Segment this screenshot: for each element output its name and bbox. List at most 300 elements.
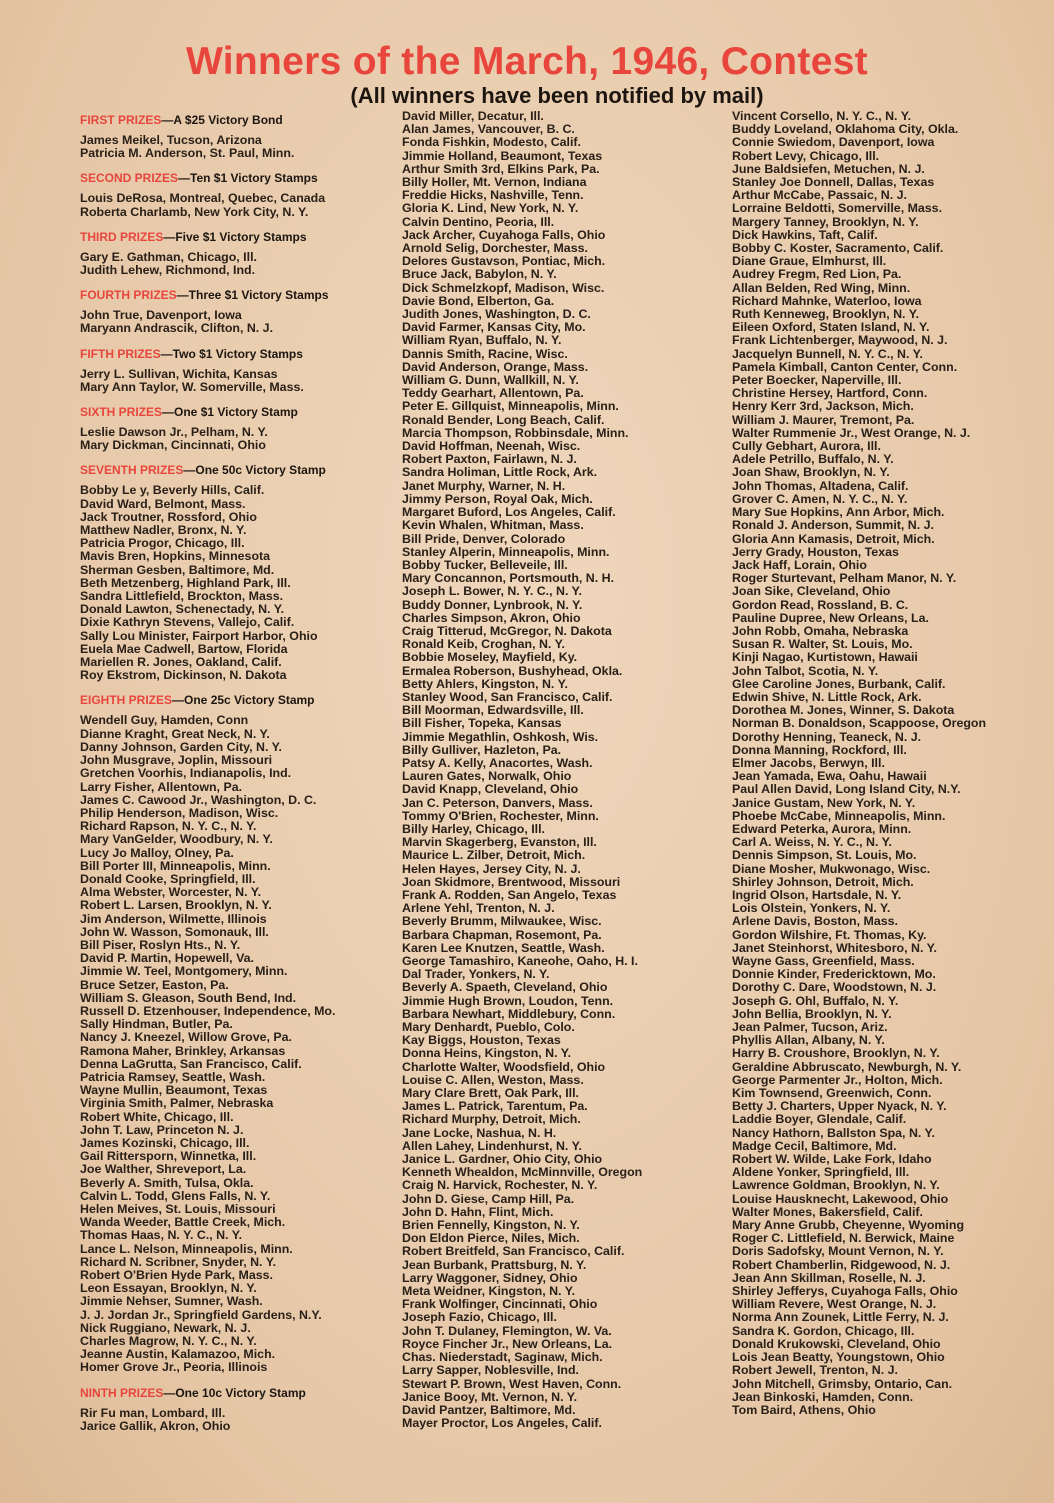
winner-entry: Kinji Nagao, Kurtistown, Hawaii [732, 650, 918, 665]
winner-entry: Jerry L. Sullivan, Wichita, Kansas [80, 366, 278, 381]
winner-entry: Christine Hersey, Hartford, Conn. [732, 386, 928, 401]
winner-entry: William Revere, West Orange, N. J. [732, 1297, 937, 1312]
winner-entry: Mary Dickman, Cincinnati, Ohio [80, 438, 266, 453]
winner-entry: Bobbie Moseley, Mayfield, Ky. [402, 650, 578, 665]
prize-description: —One 10c Victory Stamp [163, 1385, 306, 1400]
winner-entry: Joseph Fazio, Chicago, Ill. [402, 1310, 557, 1325]
winner-entry: Eileen Oxford, Staten Island, N. Y. [732, 320, 930, 335]
winner-entry: George Parmenter Jr., Holton, Mich. [732, 1072, 943, 1087]
winner-entry: Billy Gulliver, Hazleton, Pa. [402, 742, 562, 757]
prize-description: —Five $1 Victory Stamps [163, 229, 307, 244]
winner-entry: Meta Weidner, Kingston, N. Y. [402, 1284, 576, 1299]
winner-entry: Beverly A. Spaeth, Cleveland, Ohio [402, 980, 608, 995]
winner-entry: Margery Tanney, Brooklyn, N. Y. [732, 214, 919, 229]
winner-entry: Jack Archer, Cuyahoga Falls, Ohio [402, 227, 606, 242]
winner-entry: Lauren Gates, Norwalk, Ohio [402, 769, 572, 784]
winner-entry: Connie Swiedom, Davenport, Iowa [732, 135, 935, 150]
winner-entry: Dorothea M. Jones, Winner, S. Dakota [732, 703, 955, 718]
winner-entry: Betty J. Charters, Upper Nyack, N. Y. [732, 1099, 947, 1114]
winner-entry: David Anderson, Orange, Mass. [402, 359, 589, 374]
winner-entry: Lois Jean Beatty, Youngstown, Ohio [732, 1350, 945, 1365]
winner-entry: Euela Mae Cadwell, Bartow, Florida [80, 641, 288, 656]
prize-heading [80, 1386, 390, 1400]
winner-entry: James L. Patrick, Tarentum, Pa. [402, 1099, 588, 1114]
page-title: Winners of the March, 1946, Contest [186, 40, 868, 83]
winner-entry: John T. Dulaney, Flemington, W. Va. [402, 1323, 612, 1338]
winner-entry: Virginia Smith, Palmer, Nebraska [80, 1096, 274, 1111]
winner-entry: Sally Lou Minister, Fairport Harbor, Ohio [80, 628, 318, 643]
winner-entry: Stanley Joe Donnell, Dallas, Texas [732, 175, 935, 190]
winner-entry: James Kozinski, Chicago, Ill. [80, 1135, 250, 1150]
winner-entry: Diane Graue, Elmhurst, Ill. [732, 254, 887, 269]
winner-entry: Lois Olstein, Yonkers, N. Y. [732, 901, 891, 916]
winner-entry: Fonda Fishkin, Modesto, Calif. [402, 135, 581, 150]
winner-entry: Walter Mones, Bakersfield, Calif. [732, 1204, 923, 1219]
winner-entry: Joseph L. Bower, N. Y. C., N. Y. [402, 584, 582, 599]
winner-entry: William G. Dunn, Wallkill, N. Y. [402, 373, 579, 388]
winner-entry: Robert Breitfeld, San Francisco, Calif. [402, 1244, 625, 1259]
winner-entry: Danny Johnson, Garden City, N. Y. [80, 739, 282, 754]
winner-entry: Joan Sike, Cleveland, Ohio [732, 584, 891, 599]
winner-entry: Joan Skidmore, Brentwood, Missouri [402, 874, 621, 889]
winner-entry: Donna Manning, Rockford, Ill. [732, 742, 907, 757]
winner-entry: Gloria Ann Kamasis, Detroit, Mich. [732, 531, 935, 546]
winner-entry: Harry B. Croushore, Brooklyn, N. Y. [732, 1046, 940, 1061]
winner-entry: Charlotte Walter, Woodsfield, Ohio [402, 1059, 606, 1074]
winner-entry: George Tamashiro, Kaneohe, Oaho, H. I. [402, 954, 638, 968]
winner-entry: Mariellen R. Jones, Oakland, Calif. [80, 655, 282, 670]
winner-entry: Grover C. Amen, N. Y. C., N. Y. [732, 491, 908, 506]
winner-entry: Jane Locke, Nashua, N. H. [402, 1125, 557, 1140]
prize-section [80, 1386, 390, 1433]
winner-entry: Calvin L. Todd, Glens Falls, N. Y. [80, 1188, 271, 1203]
winner-entry: Bill Moorman, Edwardsville, Ill. [402, 703, 584, 718]
winner-entry: Jim Anderson, Wilmette, Illinois [80, 911, 267, 926]
prize-description: —One $1 Victory Stamp [162, 405, 298, 420]
winner-entry: Robert Levy, Chicago, Ill. [732, 148, 880, 163]
winner-entry: Elmer Jacobs, Berwyn, Ill. [732, 755, 885, 770]
winner-entry: Richard Rapson, N. Y. C., N. Y. [80, 819, 257, 834]
winner-entry: Ronald J. Anderson, Summit, N. J. [732, 518, 934, 533]
winner-entry: Alan James, Vancouver, B. C. [402, 122, 575, 137]
winner-entry: Roy Ekstrom, Dickinson, N. Dakota [80, 668, 287, 683]
winner-entry: Bill Porter III, Minneapolis, Minn. [80, 858, 271, 873]
winner-entry: Kevin Whalen, Whitman, Mass. [402, 518, 584, 533]
winner-entry: Marvin Skagerberg, Evanston, Ill. [402, 835, 597, 850]
winner-entry: Charles Magrow, N. Y. C., N. Y. [80, 1334, 257, 1349]
winner-entry: Dennis Simpson, St. Louis, Mo. [732, 848, 917, 863]
winner-entry: Lawrence Goldman, Brooklyn, N. Y. [732, 1178, 940, 1193]
winner-entry: Dick Hawkins, Taft, Calif. [732, 227, 878, 242]
prize-rank: NINTH PRIZES [80, 1385, 164, 1400]
prize-rank: SEVENTH PRIZES [80, 463, 184, 478]
winner-entry: Bruce Jack, Babylon, N. Y. [402, 267, 557, 282]
winner-entry: Lorraine Beldotti, Somerville, Mass. [732, 201, 943, 216]
winner-entry: William J. Maurer, Tremont, Pa. [732, 412, 915, 427]
prize-section [80, 288, 390, 335]
prize-heading [80, 171, 390, 185]
prize-description: —A $25 Victory Bond [161, 113, 283, 127]
winner-entry: Peter Boecker, Naperville, Ill. [732, 373, 902, 388]
winner-entry: Phyllis Allan, Albany, N. Y. [732, 1033, 885, 1048]
winner-entry: Charles Simpson, Akron, Ohio [402, 610, 581, 625]
winner-entry: Sandra Littlefield, Brockton, Mass. [80, 589, 284, 604]
winner-entry: Jean Burbank, Prattsburg, N. Y. [402, 1257, 587, 1272]
winner-entry: Patricia Ramsey, Seattle, Wash. [80, 1069, 266, 1084]
winner-entry: Jimmie Nehser, Sumner, Wash. [80, 1294, 263, 1309]
winner-entry: Bobby Tucker, Belleveile, Ill. [402, 557, 568, 572]
winner-entry: Richard N. Scribner, Snyder, N. Y. [80, 1254, 277, 1269]
winner-entry: Dianne Kraght, Great Neck, N. Y. [80, 726, 270, 741]
winner-entry: Thomas Haas, N. Y. C., N. Y. [80, 1228, 243, 1243]
winner-entry: Richard Murphy, Detroit, Mich. [402, 1112, 581, 1127]
winner-entry: Dannis Smith, Racine, Wisc. [402, 346, 568, 361]
winner-entry: Arthur McCabe, Passaic, N. J. [732, 188, 907, 203]
winner-entry: Brien Fennelly, Kingston, N. Y. [402, 1218, 580, 1233]
prize-rank: FIRST PRIZES [80, 113, 162, 127]
winner-entry: Teddy Gearhart, Allentown, Pa. [402, 386, 584, 401]
winner-entry: Jimmie W. Teel, Montgomery, Minn. [80, 964, 288, 979]
winner-entry: John Talbot, Scotia, N. Y. [732, 663, 879, 678]
winner-entry: Maryann Andrascik, Clifton, N. J. [80, 321, 274, 336]
winner-entry: Calvin Dentino, Peoria, Ill. [402, 214, 555, 229]
winner-entry: Mary Clare Brett, Oak Park, Ill. [402, 1086, 579, 1101]
winner-entry: John D. Giese, Camp Hill, Pa. [402, 1191, 575, 1206]
winner-entry: Edwin Shive, N. Little Rock, Ark. [732, 689, 922, 704]
winner-entry: Nick Ruggiano, Newark, N. J. [80, 1320, 251, 1335]
winner-entry: Gordon Wilshire, Ft. Thomas, Ky. [732, 927, 927, 942]
winner-entry: John D. Hahn, Flint, Mich. [402, 1204, 554, 1219]
winner-entry: Roberta Charlamb, New York City, N. Y. [80, 204, 309, 219]
prize-heading [80, 288, 390, 302]
winner-entry: Frank Wolfinger, Cincinnati, Ohio [402, 1297, 598, 1312]
prize-section [80, 113, 390, 160]
winner-entry: Adele Petrillo, Buffalo, N. Y. [732, 452, 894, 467]
winner-entry: Judith Lehew, Richmond, Ind. [80, 263, 256, 278]
winner-entry: Glee Caroline Jones, Burbank, Calif. [732, 676, 946, 691]
winner-entry: Bruce Setzer, Easton, Pa. [80, 977, 229, 992]
winner-entry: Larry Waggoner, Sidney, Ohio [402, 1270, 578, 1285]
winner-entry: Janet Steinhorst, Whitesboro, N. Y. [732, 940, 937, 955]
winner-entry: Jean Yamada, Ewa, Oahu, Hawaii [732, 769, 927, 784]
winner-entry: Robert L. Larsen, Brooklyn, N. Y. [80, 898, 272, 913]
winner-entry: Richard Mahnke, Waterloo, Iowa [732, 293, 922, 308]
winner-entry: Barbara Chapman, Rosemont, Pa. [402, 927, 602, 942]
winner-entry: Donald Lawton, Schenectady, N. Y. [80, 602, 285, 617]
winner-entry: Mary Sue Hopkins, Ann Arbor, Mich. [732, 505, 945, 520]
winner-entry: Frank Lichtenberger, Maywood, N. J. [732, 333, 948, 348]
winner-entry: Jack Troutner, Rossford, Ohio [80, 509, 257, 524]
winner-entry: Dal Trader, Yonkers, N. Y. [402, 967, 550, 982]
winner-entry: John W. Wasson, Somonauk, Ill. [80, 924, 269, 939]
winner-entry: Gary E. Gathman, Chicago, Ill. [80, 249, 257, 264]
winner-entry: June Baldsiefen, Metuchen, N. J. [732, 161, 925, 176]
winner-entry: Craig Titterud, McGregor, N. Dakota [402, 623, 612, 638]
winner-entry: Audrey Fregm, Red Lion, Pa. [732, 267, 902, 282]
winner-entry: Delores Gustavson, Pontiac, Mich. [402, 254, 606, 269]
page-subtitle: (All winners have been notified by mail) [350, 83, 764, 108]
prize-section [80, 230, 390, 277]
winner-entry: Shirley Jefferys, Cuyahoga Falls, Ohio [732, 1284, 958, 1299]
winner-entry: Janice Booy, Mt. Vernon, N. Y. [402, 1389, 578, 1404]
winner-entry: Don Eldon Pierce, Niles, Mich. [402, 1231, 580, 1246]
winner-entry: Cully Gebhart, Aurora, Ill. [732, 439, 881, 454]
prize-description: —Three $1 Victory Stamps [176, 288, 329, 303]
winner-entry: Madge Cecil, Baltimore, Md. [732, 1138, 897, 1153]
winner-entry: John Bellia, Brooklyn, N. Y. [732, 1006, 892, 1021]
column-2 [402, 110, 722, 1430]
winner-entry: Larry Fisher, Allentown, Pa. [80, 779, 243, 794]
winner-entry: John Musgrave, Joplin, Missouri [80, 753, 273, 768]
winner-entry: Doris Sadofsky, Mount Vernon, N. Y. [732, 1244, 944, 1259]
winner-entry: Rir Fu man, Lombard, Ill. [80, 1405, 226, 1420]
winner-entry: Jean Ann Skillman, Roselle, N. J. [732, 1270, 926, 1285]
prize-heading [80, 405, 390, 419]
winner-entry: Royce Fincher Jr., New Orleans, La. [402, 1336, 613, 1351]
winner-entry: Dixie Kathryn Stevens, Vallejo, Calif. [80, 615, 295, 630]
winner-entry: Gretchen Voorhis, Indianapolis, Ind. [80, 766, 292, 781]
winner-entry: Wendell Guy, Hamden, Conn [80, 713, 249, 728]
winner-entry: Jarice Gallik, Akron, Ohio [80, 1418, 231, 1433]
winner-entry: Nancy Hathorn, Ballston Spa, N. Y. [732, 1125, 935, 1140]
winner-entry: David Farmer, Kansas City, Mo. [402, 320, 586, 335]
winner-entry: Bobby Le y, Beverly Hills, Calif. [80, 483, 265, 498]
winner-entry: Donna Heins, Kingston, N. Y. [402, 1046, 572, 1061]
winner-entry: James Meikel, Tucson, Arizona [80, 133, 262, 147]
winner-entry: Chas. Niederstadt, Saginaw, Mich. [402, 1350, 603, 1365]
winner-entry: Susan R. Walter, St. Louis, Mo. [732, 637, 913, 652]
winner-entry: Mayer Proctor, Los Angeles, Calif. [402, 1416, 602, 1431]
winner-entry: Roger C. Littlefield, N. Berwick, Maine [732, 1231, 955, 1246]
winner-entry: Margaret Buford, Los Angeles, Calif. [402, 505, 616, 520]
winner-entry: Jimmie Holland, Beaumont, Texas [402, 148, 603, 163]
winner-entry: Dorothy C. Dare, Woodstown, N. J. [732, 980, 937, 995]
winner-entry: Arlene Davis, Boston, Mass. [732, 914, 898, 929]
prize-rank: FOURTH PRIZES [80, 288, 177, 303]
winner-entry: John Robb, Omaha, Nebraska [732, 623, 909, 638]
winner-entry: David Ward, Belmont, Mass. [80, 496, 246, 511]
winner-entry: Buddy Donner, Lynbrook, N. Y. [402, 597, 583, 612]
winner-entry: Janice L. Gardner, Ohio City, Ohio [402, 1152, 603, 1167]
winner-entry: Homer Grove Jr., Peoria, Illinois [80, 1360, 268, 1375]
winner-entry: Maurice L. Zilber, Detroit, Mich. [402, 848, 586, 863]
winner-entry: Paul Allen David, Long Island City, N.Y. [732, 782, 961, 797]
winner-entry: Patricia Progor, Chicago, Ill. [80, 536, 245, 551]
winner-entry: Jacquelyn Bunnell, N. Y. C., N. Y. [732, 346, 923, 361]
winner-entry: Phoebe McCabe, Minneapolis, Minn. [732, 808, 946, 823]
winner-entry: J. J. Jordan Jr., Springfield Gardens, N.Y. [80, 1307, 322, 1322]
winner-entry: Tom Baird, Athens, Ohio [732, 1402, 876, 1417]
winner-entry: Stanley Alperin, Minneapolis, Minn. [402, 544, 610, 559]
winner-entry: Nancy J. Kneezel, Willow Grove, Pa. [80, 1030, 292, 1045]
winner-entry: Gail Rittersporn, Winnetka, Ill. [80, 1149, 257, 1164]
winner-entry: Louise C. Allen, Weston, Mass. [402, 1072, 584, 1087]
column-3 [732, 110, 1050, 1417]
winner-entry: Leslie Dawson Jr., Pelham, N. Y. [80, 425, 268, 440]
winner-entry: John Mitchell, Grimsby, Ontario, Can. [732, 1376, 953, 1391]
prize-heading [80, 463, 390, 477]
winner-entry: Larry Sapper, Noblesville, Ind. [402, 1363, 579, 1378]
winner-entry: Bobby C. Koster, Sacramento, Calif. [732, 241, 944, 256]
winner-entry: Robert Chamberlin, Ridgewood, N. J. [732, 1257, 951, 1272]
winner-entry: Judith Jones, Washington, D. C. [402, 307, 591, 322]
winner-entry: Karen Lee Knutzen, Seattle, Wash. [402, 940, 605, 955]
winner-entry: Edward Peterka, Aurora, Minn. [732, 821, 912, 836]
winner-entry: Russell D. Etzenhouser, Independence, Mo. [80, 1003, 336, 1018]
winner-entry: Vincent Corsello, N. Y. C., N. Y. [732, 109, 912, 123]
winner-entry: Geraldine Abbruscato, Newburgh, N. Y. [732, 1059, 962, 1074]
winner-entry: Billy Harley, Chicago, Ill. [402, 821, 545, 836]
winner-entry: Allan Belden, Red Wing, Minn. [732, 280, 911, 295]
winner-entry: Pauline Dupree, New Orleans, La. [732, 610, 929, 625]
prize-section [80, 463, 390, 682]
winner-entry: Ronald Bender, Long Beach, Calif. [402, 412, 605, 427]
winner-entry: Alma Webster, Worcester, N. Y. [80, 885, 262, 900]
prize-heading [80, 693, 390, 707]
winner-entry: Henry Kerr 3rd, Jackson, Mich. [732, 399, 914, 414]
winner-entry: Beverly Brumm, Milwaukee, Wisc. [402, 914, 602, 929]
winner-entry: Matthew Nadler, Bronx, N. Y. [80, 523, 247, 538]
winner-entry: Robert Jewell, Trenton, N. J. [732, 1363, 898, 1378]
winner-entry: William Ryan, Buffalo, N. Y. [402, 333, 562, 348]
winner-entry: Marcia Thompson, Robbinsdale, Minn. [402, 425, 629, 440]
column-1 [80, 113, 390, 1444]
winner-entry: Arnold Selig, Dorchester, Mass. [402, 241, 588, 256]
winner-entry: Peter E. Gillquist, Minneapolis, Minn. [402, 399, 619, 414]
winner-entry: Robert W. Wilde, Lake Fork, Idaho [732, 1152, 932, 1167]
winner-entry: Bill Fisher, Topeka, Kansas [402, 716, 562, 731]
prize-heading [80, 113, 390, 127]
winner-entry: Kay Biggs, Houston, Texas [402, 1033, 561, 1048]
winner-entry: Ingrid Olson, Hartsdale, N. Y. [732, 887, 902, 902]
winner-entry: Patsy A. Kelly, Anacortes, Wash. [402, 755, 593, 770]
winner-entry: Davie Bond, Elberton, Ga. [402, 293, 555, 308]
prize-rank: FIFTH PRIZES [80, 346, 161, 361]
winner-entry: Laddie Boyer, Glendale, Calif. [732, 1112, 907, 1127]
winner-entry: John Thomas, Altadena, Calif. [732, 478, 909, 493]
winner-entry: Arlene Yehl, Trenton, N. J. [402, 901, 555, 916]
winner-entry: Kim Townsend, Greenwich, Conn. [732, 1086, 932, 1101]
winner-entry: Roger Sturtevant, Pelham Manor, N. Y. [732, 571, 957, 586]
winner-entry: Carl A. Weiss, N. Y. C., N. Y. [732, 835, 892, 850]
winner-entry: David Hoffman, Neenah, Wisc. [402, 439, 581, 454]
winner-entry: Leon Essayan, Brooklyn, N. Y. [80, 1281, 257, 1296]
winner-entry: Buddy Loveland, Oklahoma City, Okla. [732, 122, 959, 137]
winner-entry: Pamela Kimball, Canton Center, Conn. [732, 359, 958, 374]
winner-entry: Mary Anne Grubb, Cheyenne, Wyoming [732, 1218, 965, 1233]
winner-entry: Jimmy Person, Royal Oak, Mich. [402, 491, 593, 506]
winner-entry: Louis DeRosa, Montreal, Quebec, Canada [80, 191, 326, 206]
prize-section [80, 693, 390, 1374]
winner-entry: Jimmie Megathlin, Oshkosh, Wis. [402, 729, 599, 744]
winner-entry: Ermalea Roberson, Bushyhead, Okla. [402, 663, 623, 678]
winner-entry: Donnie Kinder, Fredericktown, Mo. [732, 967, 936, 982]
winner-entry: Helen Hayes, Jersey City, N. J. [402, 861, 581, 876]
winner-entry: Dick Schmelzkopf, Madison, Wisc. [402, 280, 605, 295]
prize-description: —One 50c Victory Stamp [183, 463, 326, 478]
winner-entry: Jerry Grady, Houston, Texas [732, 544, 899, 559]
prize-heading [80, 230, 390, 244]
prize-description: —One 25c Victory Stamp [172, 693, 315, 708]
winner-entry: Robert White, Chicago, Ill. [80, 1109, 234, 1124]
winner-entry: Helen Meives, St. Louis, Missouri [80, 1202, 276, 1216]
winner-entry: Philip Henderson, Madison, Wisc. [80, 805, 279, 820]
winner-entry: Walter Rummenie Jr., West Orange, N. J. [732, 425, 971, 440]
winner-entry: Sandra K. Gordon, Chicago, Ill. [732, 1323, 915, 1338]
winner-entry: David Knapp, Cleveland, Ohio [402, 782, 579, 797]
winner-entry: Robert O'Brien Hyde Park, Mass. [80, 1268, 273, 1283]
prize-section [80, 347, 390, 394]
winner-entry: Lucy Jo Malloy, Olney, Pa. [80, 845, 234, 860]
winner-entry: Gloria K. Lind, New York, N. Y. [402, 201, 579, 216]
prize-rank: SECOND PRIZES [80, 171, 179, 186]
winner-entry: Stewart P. Brown, West Haven, Conn. [402, 1376, 622, 1391]
winner-entry: Freddie Hicks, Nashville, Tenn. [402, 188, 584, 203]
winner-entry: Kenneth Whealdon, McMinnville, Oregon [402, 1165, 643, 1180]
winner-entry: Ronald Keib, Croghan, N. Y. [402, 637, 565, 652]
prize-heading [80, 347, 390, 361]
prize-section [80, 405, 390, 452]
prize-description: —Ten $1 Victory Stamps [178, 171, 318, 186]
winner-entry: Allen Lahey, Lindenhurst, N. Y. [402, 1138, 582, 1153]
winner-entry: Wayne Mullin, Beaumont, Texas [80, 1083, 268, 1098]
winner-entry: Aldene Yonker, Springfield, Ill. [732, 1165, 910, 1180]
winner-entry: William S. Gleason, South Bend, Ind. [80, 990, 297, 1005]
winner-entry: Stanley Wood, San Francisco, Calif. [402, 689, 613, 704]
winner-entry: Jan C. Peterson, Danvers, Mass. [402, 795, 593, 810]
winner-entry: Janice Gustam, New York, N. Y. [732, 795, 916, 810]
winner-entry: David P. Martin, Hopewell, Va. [80, 951, 254, 966]
winner-entry: Mary Denhardt, Pueblo, Colo. [402, 1020, 575, 1035]
winner-entry: John True, Davenport, Iowa [80, 308, 242, 323]
winner-entry: Sherman Gesben, Baltimore, Md. [80, 562, 275, 577]
winner-entry: Joe Walther, Shreveport, La. [80, 1162, 247, 1177]
winner-entry: Robert Paxton, Fairlawn, N. J. [402, 452, 577, 467]
winner-entry: Diane Mosher, Mukwonago, Wisc. [732, 861, 931, 876]
winner-entry: John T. Law, Princeton N. J. [80, 1122, 244, 1137]
winner-entry: Wayne Gass, Greenfield, Mass. [732, 954, 915, 968]
winner-entry: Sandra Holiman, Little Rock, Ark. [402, 465, 598, 480]
winner-entry: Betty Ahlers, Kingston, N. Y. [402, 676, 568, 691]
winner-entry: Shirley Johnson, Detroit, Mich. [732, 874, 914, 889]
prize-section [80, 171, 390, 218]
winner-entry: Joan Shaw, Brooklyn, N. Y. [732, 465, 890, 480]
winner-entry: Lance L. Nelson, Minneapolis, Minn. [80, 1241, 293, 1256]
winner-entry: Craig N. Harvick, Rochester, N. Y. [402, 1178, 598, 1193]
winner-entry: Barbara Newhart, Middlebury, Conn. [402, 1006, 616, 1021]
winner-entry: Donald Cooke, Springfield, Ill. [80, 871, 256, 886]
winner-entry: Janet Murphy, Warner, N. H. [402, 478, 566, 493]
winner-entry: Patricia M. Anderson, St. Paul, Minn. [80, 146, 295, 161]
winner-entry: Gordon Read, Rossland, B. C. [732, 597, 909, 612]
winner-entry: Norma Ann Zounek, Little Ferry, N. J. [732, 1310, 949, 1325]
winner-entry: Mavis Bren, Hopkins, Minnesota [80, 549, 271, 564]
winner-entry: Frank A. Rodden, San Angelo, Texas [402, 887, 617, 902]
winner-entry: Joseph G. Ohl, Buffalo, N. Y. [732, 993, 899, 1008]
winner-entry: Beth Metzenberg, Highland Park, Ill. [80, 575, 291, 590]
winner-entry: Jean Palmer, Tucson, Ariz. [732, 1020, 888, 1035]
winner-entry: Louise Hausknecht, Lakewood, Ohio [732, 1191, 949, 1206]
winner-entry: Tommy O'Brien, Rochester, Minn. [402, 808, 599, 823]
winner-entry: Ruth Kenneweg, Brooklyn, N. Y. [732, 307, 920, 322]
winner-entry: David Miller, Decatur, Ill. [402, 109, 544, 123]
prize-rank: THIRD PRIZES [80, 229, 164, 244]
winner-entry: Jeanne Austin, Kalamazoo, Mich. [80, 1347, 276, 1362]
prize-rank: SIXTH PRIZES [80, 405, 163, 420]
winner-entry: Bill Piser, Roslyn Hts., N. Y. [80, 937, 241, 952]
winner-entry: Jean Binkoski, Hamden, Conn. [732, 1389, 914, 1404]
winner-entry: David Pantzer, Baltimore, Md. [402, 1402, 576, 1417]
